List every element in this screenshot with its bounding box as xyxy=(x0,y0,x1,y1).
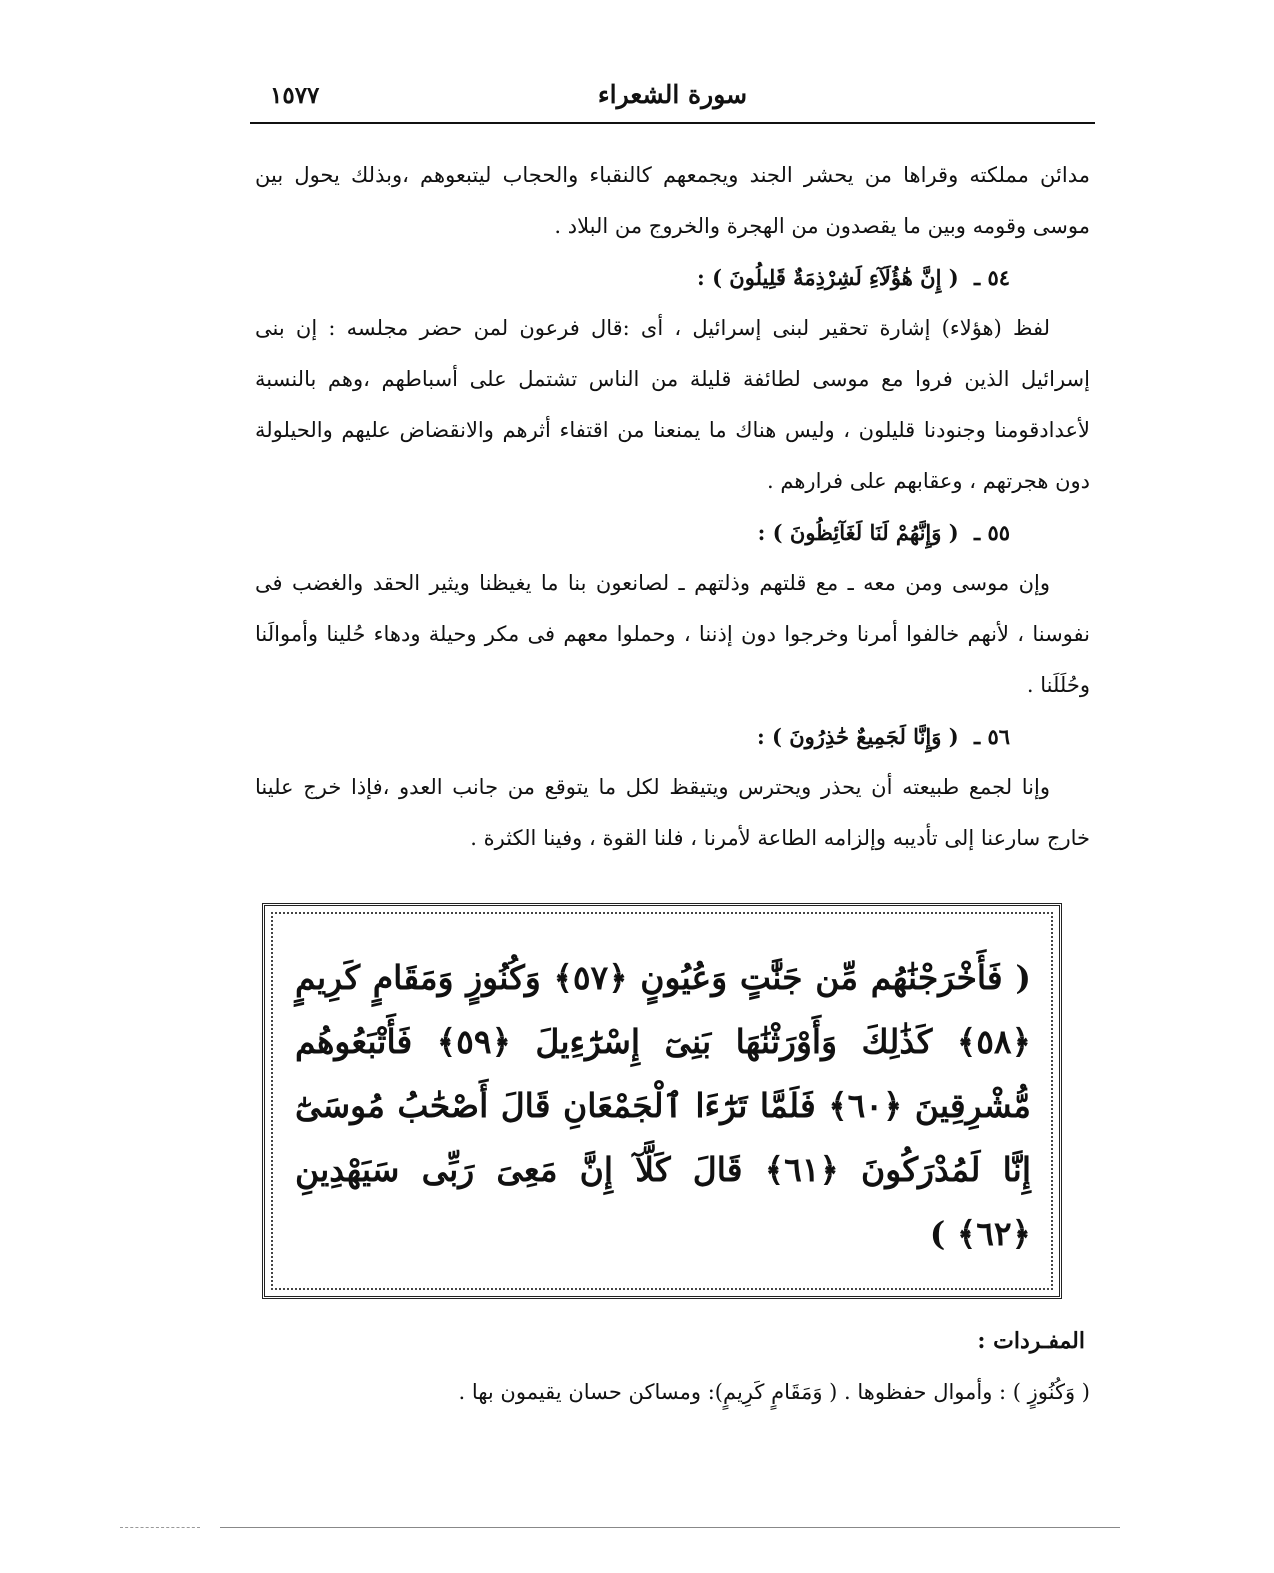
surah-title: سورة الشعراء xyxy=(597,80,748,109)
footer-dashed-rule xyxy=(120,1527,200,1528)
quran-verses-frame xyxy=(262,903,1062,1299)
verse-number: ٥٥ ـ xyxy=(973,520,1010,545)
vocabulary-heading: المفـردات : xyxy=(977,1328,1085,1354)
verse-number: ٥٤ ـ xyxy=(973,265,1010,290)
paragraph-commentary-55: وإن موسى ومن معه ـ مع قلتهم وذلتهم ـ لصانعون بنا ما يغيظنا ويثير الحقد والغضب فى نفوسنا ، لأنهم خالفوا أمرنا وخرجوا دون إذننا ، وحملوا معهم فى مكر وحيلة ودهاء حُلينا وأموالَنا وحُلَلَنا . xyxy=(255,571,1090,697)
vocabulary-entry: ( وَكُنُوزٍ ) : وأموال حفظوها . ( وَمَقَامٍ كَرِيمٍ): ومساكن حسان يقيمون بها . xyxy=(458,1380,1090,1404)
verse-quote: ( إِنَّ هَٰؤُلَآءِ لَشِرْذِمَةٌ قَلِيلُونَ ) : xyxy=(697,265,959,290)
verse-heading-56 xyxy=(255,711,1090,762)
commentary-body xyxy=(255,150,1090,864)
paragraph-continuation: مدائن مملكته وقراها من يحشر الجند ويجمعهم كالنقباء والحجاب ليتبعوهم ،وبذلك يحول بين موسى وقومه وبين ما يقصدون من الهجرة والخروج من البلاد . xyxy=(255,163,1090,238)
header-divider xyxy=(250,122,1095,124)
quran-verses-text: ( فَأَخْرَجْنَٰهُم مِّن جَنَّٰتٍ وَعُيُونٍ ﴿٥٧﴾ وَكُنُوزٍ وَمَقَامٍ كَرِيمٍ ﴿٥٨﴾ كَذَٰلِكَ وَأَوْرَثْنَٰهَا بَنِىٓ إِسْرَٰٓءِيلَ ﴿٥٩﴾ فَأَتْبَعُوهُم مُّشْرِقِينَ ﴿٦٠﴾ فَلَمَّا تَرَٰٓءَا ٱلْجَمْعَانِ قَالَ أَصْحَٰبُ مُوسَىٰٓ إِنَّا لَمُدْرَكُونَ ﴿٦١﴾ قَالَ كَلَّآ إِنَّ مَعِىَ رَبِّى سَيَهْدِينِ ﴿٦٢﴾ ) xyxy=(295,958,1031,1253)
verse-heading-54 xyxy=(255,252,1090,303)
verse-quote: ( وَإِنَّا لَجَمِيعٌ حَٰذِرُونَ ) : xyxy=(756,724,959,749)
page-number: ١٥٧٧ xyxy=(270,82,320,109)
paragraph-commentary-54: لفظ (هؤلاء) إشارة تحقير لبنى إسرائيل ، أى :قال فرعون لمن حضر مجلسه : إن بنى إسرائيل الذين فروا مع موسى لطائفة قليلة من الناس تشتمل على أسباطهم ،وهم بالنسبة لأعدادقومنا وجنودنا قليلون ، وليس هناك ما يمنعنا من اقتفاء أثرهم والانقضاض عليهم والحيلولة دون هجرتهم ، وعقابهم على فرارهم . xyxy=(255,316,1090,493)
page-header xyxy=(250,80,1095,122)
paragraph-commentary-56: وإنا لجمع طبيعته أن يحذر ويحترس ويتيقظ لكل ما يتوقع من جانب العدو ،فإذا خرج علينا خارج سارعنا إلى تأديبه وإلزامه الطاعة لأمرنا ، فلنا القوة ، وفينا الكثرة . xyxy=(255,775,1090,850)
footer-rule xyxy=(220,1527,1120,1528)
verse-number: ٥٦ ـ xyxy=(973,724,1010,749)
verse-quote: ( وَإِنَّهُمْ لَنَا لَغَآئِظُونَ ) : xyxy=(757,520,959,545)
verse-heading-55 xyxy=(255,507,1090,558)
